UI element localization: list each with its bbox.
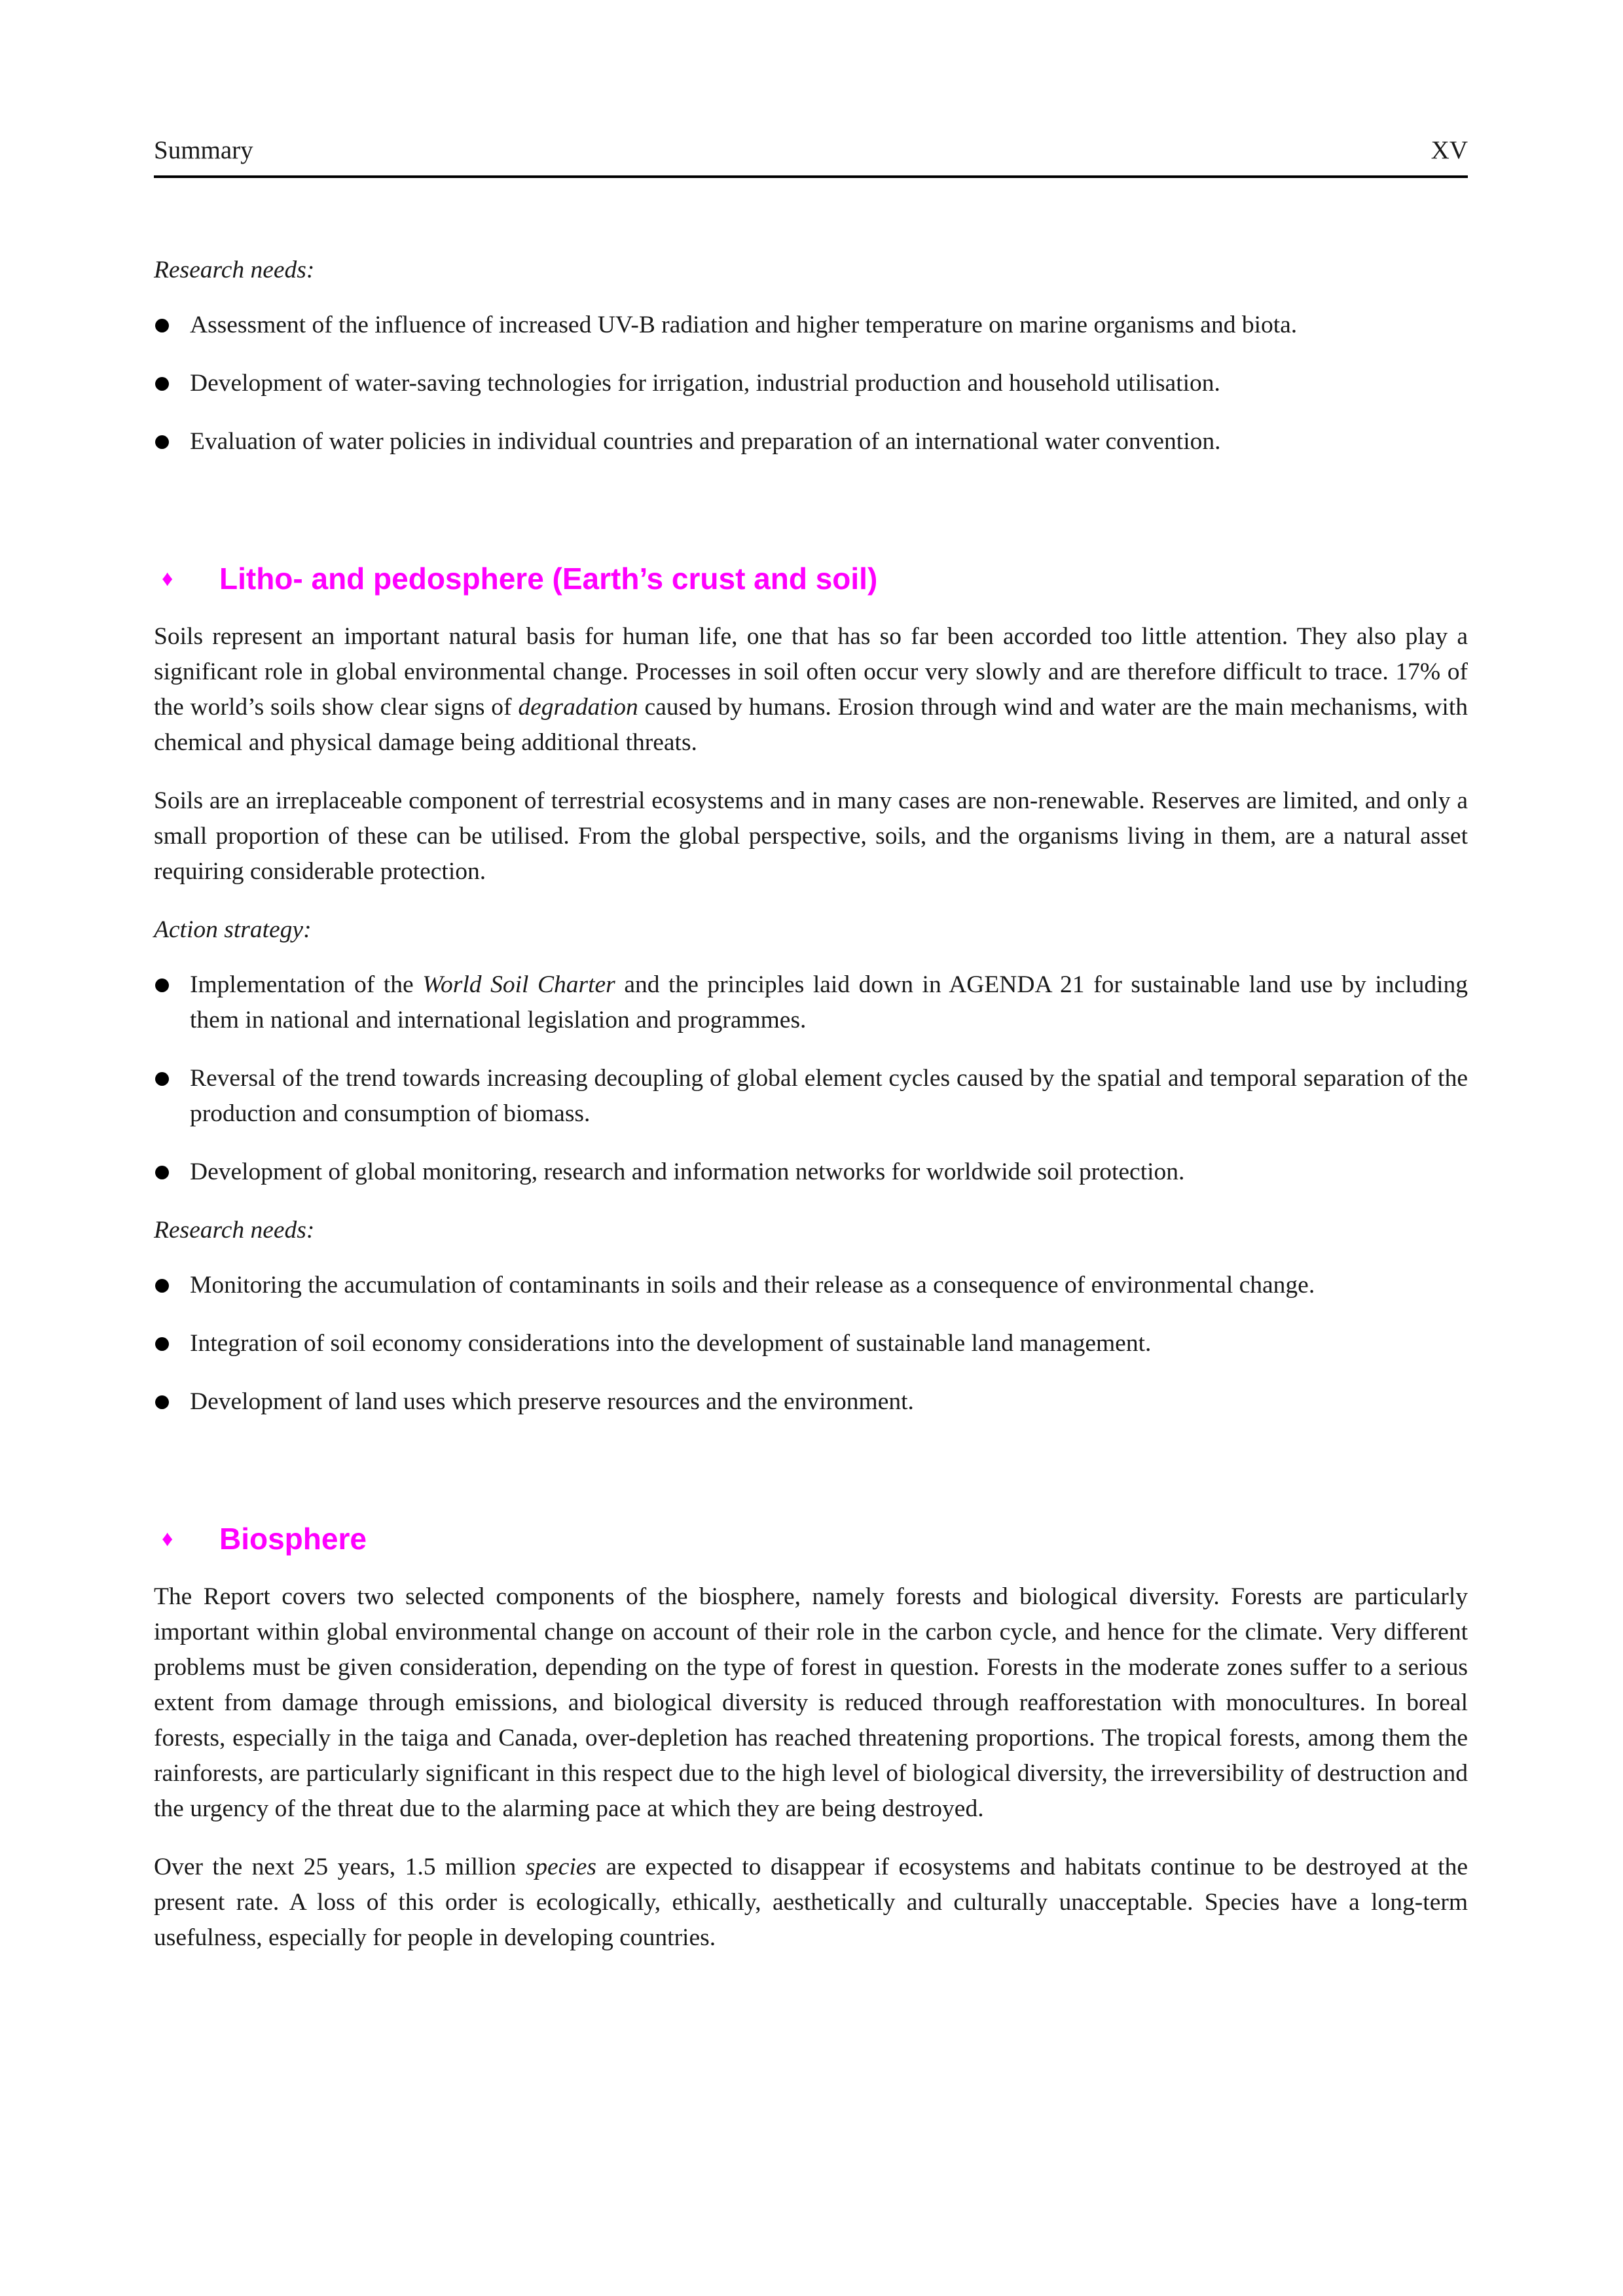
list-item: Integration of soil economy considerations into the development of sustainable land management. [154,1326,1468,1361]
section-heading-biosphere-text: Biosphere [219,1522,367,1556]
list-item: Assessment of the influence of increased UV-B radiation and higher temperature on marine organisms and biota. [154,308,1468,343]
bullet-icon [155,1337,169,1351]
biosphere-paragraph-1: The Report covers two selected components of the biosphere, namely forests and biological diversity. Forests are particularly important within global environmental change on account of their role in the carbon cycle, and hence for the climate. Very different problems must be given consideration, depending on the type of forest in question. Forests in the moderate zones suffer to a serious extent from damage through emissions, and biological diversity is reduced through reafforestation with monocultures. In boreal forests, especially in the taiga and Canada, over-depletion has reached threatening proportions. The tropical forests, among them the rainforests, are particularly significant in this respect due to the high level of biological diversity, the irreversibility of destruction and the urgency of the threat due to the alarming pace at which they are being destroyed. [154,1583,1468,1822]
section-heading-litho-text: Litho- and pedosphere (Earth’s crust and soil) [219,562,878,596]
section-heading-biosphere [154,1518,1468,1560]
running-header [154,131,1468,178]
biosphere-paragraph-2: Over the next 25 years, 1.5 million species are expected to disappear if ecosystems and habitats continue to be destroyed at the present rate. A loss of this order is ecologically, ethically, aesthetically and culturally unacceptable. Species have a long-term usefulness, especially for people in developing countries. [154,1854,1468,1951]
list-item: Development of water-saving technologies for irrigation, industrial production and household utilisation. [154,366,1468,401]
bullet-icon [155,1395,169,1409]
bullet-icon [155,1279,169,1293]
litho-paragraph-1: Soils represent an important natural basis for human life, one that has so far been accorded too little attention. They also play a significant role in global environmental change. Processes in soil often occur very slowly and are therefore difficult to trace. 17% of the world’s soils show clear signs of degradation caused by humans. Erosion through wind and water are the main mechanisms, with chemical and physical damage being additional threats. [154,623,1468,756]
header-page-number: XV [1431,136,1468,164]
litho-research-label: Research needs: [154,1217,315,1244]
litho-paragraph-2: Soils are an irreplaceable component of terrestrial ecosystems and in many cases are non-renewable. Reserves are limited, and only a small proportion of these can be utilised. From the global perspective, soils, and the organisms living in them, are a natural asset requiring considerable protection. [154,787,1468,885]
water-research-label: Research needs: [154,257,315,283]
bullet-icon [155,1072,169,1086]
page [154,131,1468,1956]
list-item: Implementation of the World Soil Charter and the principles laid down in AGENDA 21 for sustainable land use by including them in national and international legislation and programmes. [154,967,1468,1038]
bullet-icon [155,319,169,332]
action-strategy-label: Action strategy: [154,916,312,943]
water-research-list [154,308,1468,459]
bullet-icon [155,978,169,992]
list-item: Development of land uses which preserve resources and the environment. [154,1384,1468,1420]
action-strategy-list [154,967,1468,1190]
bullet-icon [155,377,169,391]
list-item: Reversal of the trend towards increasing decoupling of global element cycles caused by the spatial and temporal separation of the production and consumption of biomass. [154,1061,1468,1132]
diamond-icon: ♦ [162,566,173,591]
list-item: Development of global monitoring, research and information networks for worldwide soil protection. [154,1155,1468,1190]
litho-research-list [154,1268,1468,1420]
list-item: Evaluation of water policies in individual countries and preparation of an international water convention. [154,424,1468,459]
bullet-icon [155,435,169,449]
list-item: Monitoring the accumulation of contaminants in soils and their release as a consequence of environmental change. [154,1268,1468,1303]
diamond-icon: ♦ [162,1526,173,1551]
bullet-icon [155,1166,169,1179]
section-heading-litho [154,558,1468,600]
header-section-title: Summary [154,136,253,164]
